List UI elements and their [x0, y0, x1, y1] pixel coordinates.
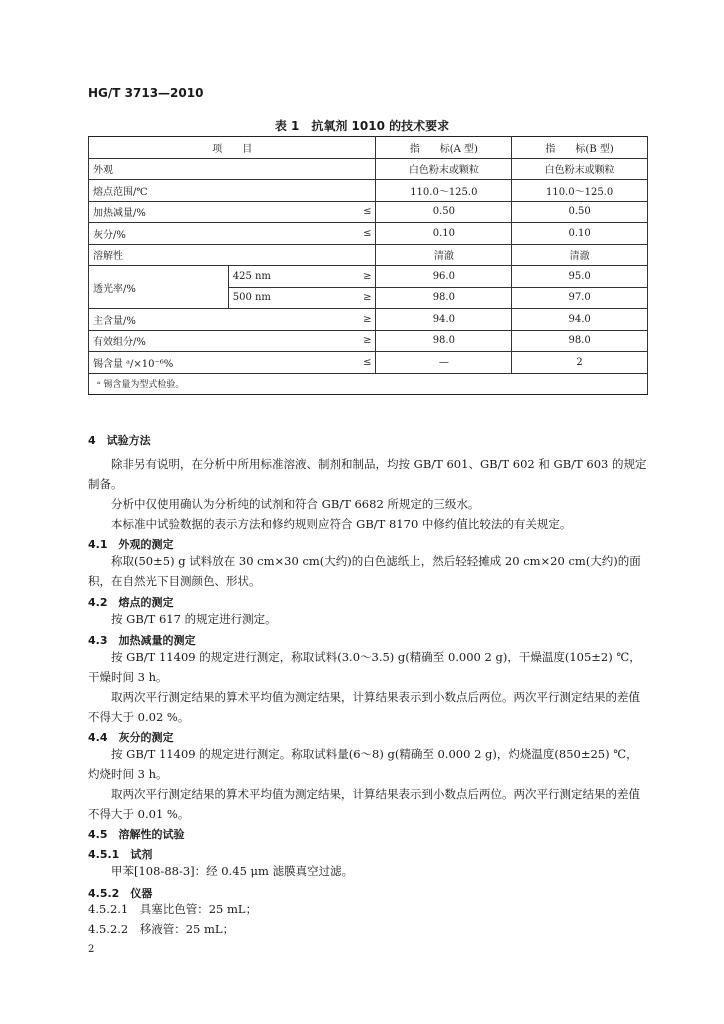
paragraph: 甲苯[108-88-3]：经 0.45 μm 滤膜真空过滤。: [111, 864, 354, 878]
paragraph: 按 GB/T 11409 的规定进行测定。称取试料量(6～8) g(精确至 0.000 2 g)，灼烧温度(850±25) ℃，灼烧时间 3 h。: [88, 747, 638, 781]
table-row: [89, 244, 648, 266]
value-a: 110.0～125.0: [376, 180, 512, 202]
section-4-5-title: 4.5 溶解性的试验: [88, 828, 185, 841]
section-4-title: 4 试验方法: [88, 434, 151, 447]
comparison-symbol: ≥: [348, 287, 376, 309]
value-a: 98.0: [376, 287, 512, 309]
value-a: 96.0: [376, 266, 512, 288]
table-caption: 表 1 抗氧剂 1010 的技术要求: [274, 119, 450, 133]
comparison-symbol: ≥: [348, 309, 376, 331]
row-label: 熔点范围/℃: [89, 180, 376, 202]
table-row: [89, 223, 648, 245]
spec-table: [88, 136, 648, 395]
row-label: 外观: [89, 158, 376, 180]
paragraph: 取两次平行测定结果的算术平均值为测定结果，计算结果表示到小数点后两位。两次平行测定结果的差值不得大于 0.02 %。: [88, 690, 640, 724]
section-4-1-body: [88, 551, 648, 591]
paragraph: 本标准中试验数据的表示方法和修约规则应符合 GB/T 8170 中修约值比较法的有关规定。: [111, 517, 572, 531]
value-b: 94.0: [512, 309, 648, 331]
value-a: 94.0: [376, 309, 512, 331]
col-a-header: 指 标(A 型): [376, 137, 512, 159]
value-a: 0.50: [376, 201, 512, 223]
row-label: 有效组分/%: [89, 330, 348, 352]
table-row: [89, 330, 648, 352]
section-4-5-2-title: 4.5.2 仪器: [88, 887, 153, 900]
comparison-symbol: ≤: [348, 352, 376, 374]
section-4-5-1-title: 4.5.1 试剂: [88, 848, 153, 861]
wavelength-label: 425 nm: [228, 266, 348, 288]
value-b: 110.0～125.0: [512, 180, 648, 202]
row-label: 加热减量/%: [89, 201, 348, 223]
table-footnote: ᵃ 锡含量为型式检验。: [89, 373, 648, 395]
row-label: 锡含量 ᵃ/×10⁻⁶%: [89, 352, 348, 374]
paragraph: 按 GB/T 617 的规定进行测定。: [111, 612, 277, 626]
section-4-3-body: [88, 647, 648, 727]
section-4-4-title: 4.4 灰分的测定: [88, 731, 174, 744]
paragraph: 取两次平行测定结果的算术平均值为测定结果，计算结果表示到小数点后两位。两次平行测定结果的差值不得大于 0.01 %。: [88, 787, 640, 821]
paragraph: 称取(50±5) g 试料放在 30 cm×30 cm(大约)的白色滤纸上，然后轻轻摊成 20 cm×20 cm(大约)的面积，在自然光下目测颜色、形状。: [88, 554, 641, 588]
section-4-2-body: [88, 609, 648, 629]
section-4-1-title: 4.1 外观的测定: [88, 538, 174, 551]
table-row: [89, 309, 648, 331]
paragraph: 除非另有说明，在分析中所用标准溶液、制剂和制品，均按 GB/T 601、GB/T 602 和 GB/T 603 的规定制备。: [88, 457, 647, 491]
row-label: 主含量/%: [89, 309, 348, 331]
comparison-symbol: ≤: [348, 201, 376, 223]
comparison-symbol: ≥: [348, 266, 376, 288]
standard-code: HG/T 3713—2010: [88, 86, 204, 100]
value-a: 白色粉末或颗粒: [376, 158, 512, 180]
value-b: 0.10: [512, 223, 648, 245]
section-4-2-title: 4.2 熔点的测定: [88, 596, 174, 609]
value-b: 98.0: [512, 330, 648, 352]
section-4-5-1-body: [88, 861, 648, 881]
value-b: 97.0: [512, 287, 648, 309]
page-number: 2: [88, 944, 95, 955]
value-b: 95.0: [512, 266, 648, 288]
value-a: 0.10: [376, 223, 512, 245]
table-row: [89, 180, 648, 202]
comparison-symbol: ≤: [348, 223, 376, 245]
row-label: 透光率/%: [89, 266, 229, 309]
section-4-3-title: 4.3 加热减量的测定: [88, 634, 196, 647]
table-row: [89, 352, 648, 374]
value-a: —: [376, 352, 512, 374]
table-header-row: [89, 137, 648, 159]
table-row: [89, 201, 648, 223]
section-4-5-2-2: 4.5.2.2 移液管：25 mL；: [88, 922, 235, 936]
value-a: 98.0: [376, 330, 512, 352]
value-b: 0.50: [512, 201, 648, 223]
section-4-5-2-1: 4.5.2.1 具塞比色管：25 mL；: [88, 902, 258, 916]
section-4-body: [88, 454, 648, 534]
paragraph: 分析中仅使用确认为分析纯的试剂和符合 GB/T 6682 所规定的三级水。: [111, 497, 480, 511]
row-label: 溶解性: [89, 244, 376, 266]
value-b: 清澈: [512, 244, 648, 266]
section-4-4-body: [88, 744, 648, 824]
paragraph: 按 GB/T 11409 的规定进行测定，称取试料(3.0～3.5) g(精确至 0.000 2 g)，干燥温度(105±2) ℃，干燥时间 3 h。: [88, 650, 641, 684]
col-item-header: 项 目: [89, 137, 376, 159]
comparison-symbol: ≥: [348, 330, 376, 352]
row-label: 灰分/%: [89, 223, 348, 245]
table-note-row: [89, 373, 648, 395]
table-row: [89, 158, 648, 180]
value-a: 清澈: [376, 244, 512, 266]
table-row: [89, 266, 648, 288]
value-b: 白色粉末或颗粒: [512, 158, 648, 180]
col-b-header: 指 标(B 型): [512, 137, 648, 159]
wavelength-label: 500 nm: [228, 287, 348, 309]
value-b: 2: [512, 352, 648, 374]
